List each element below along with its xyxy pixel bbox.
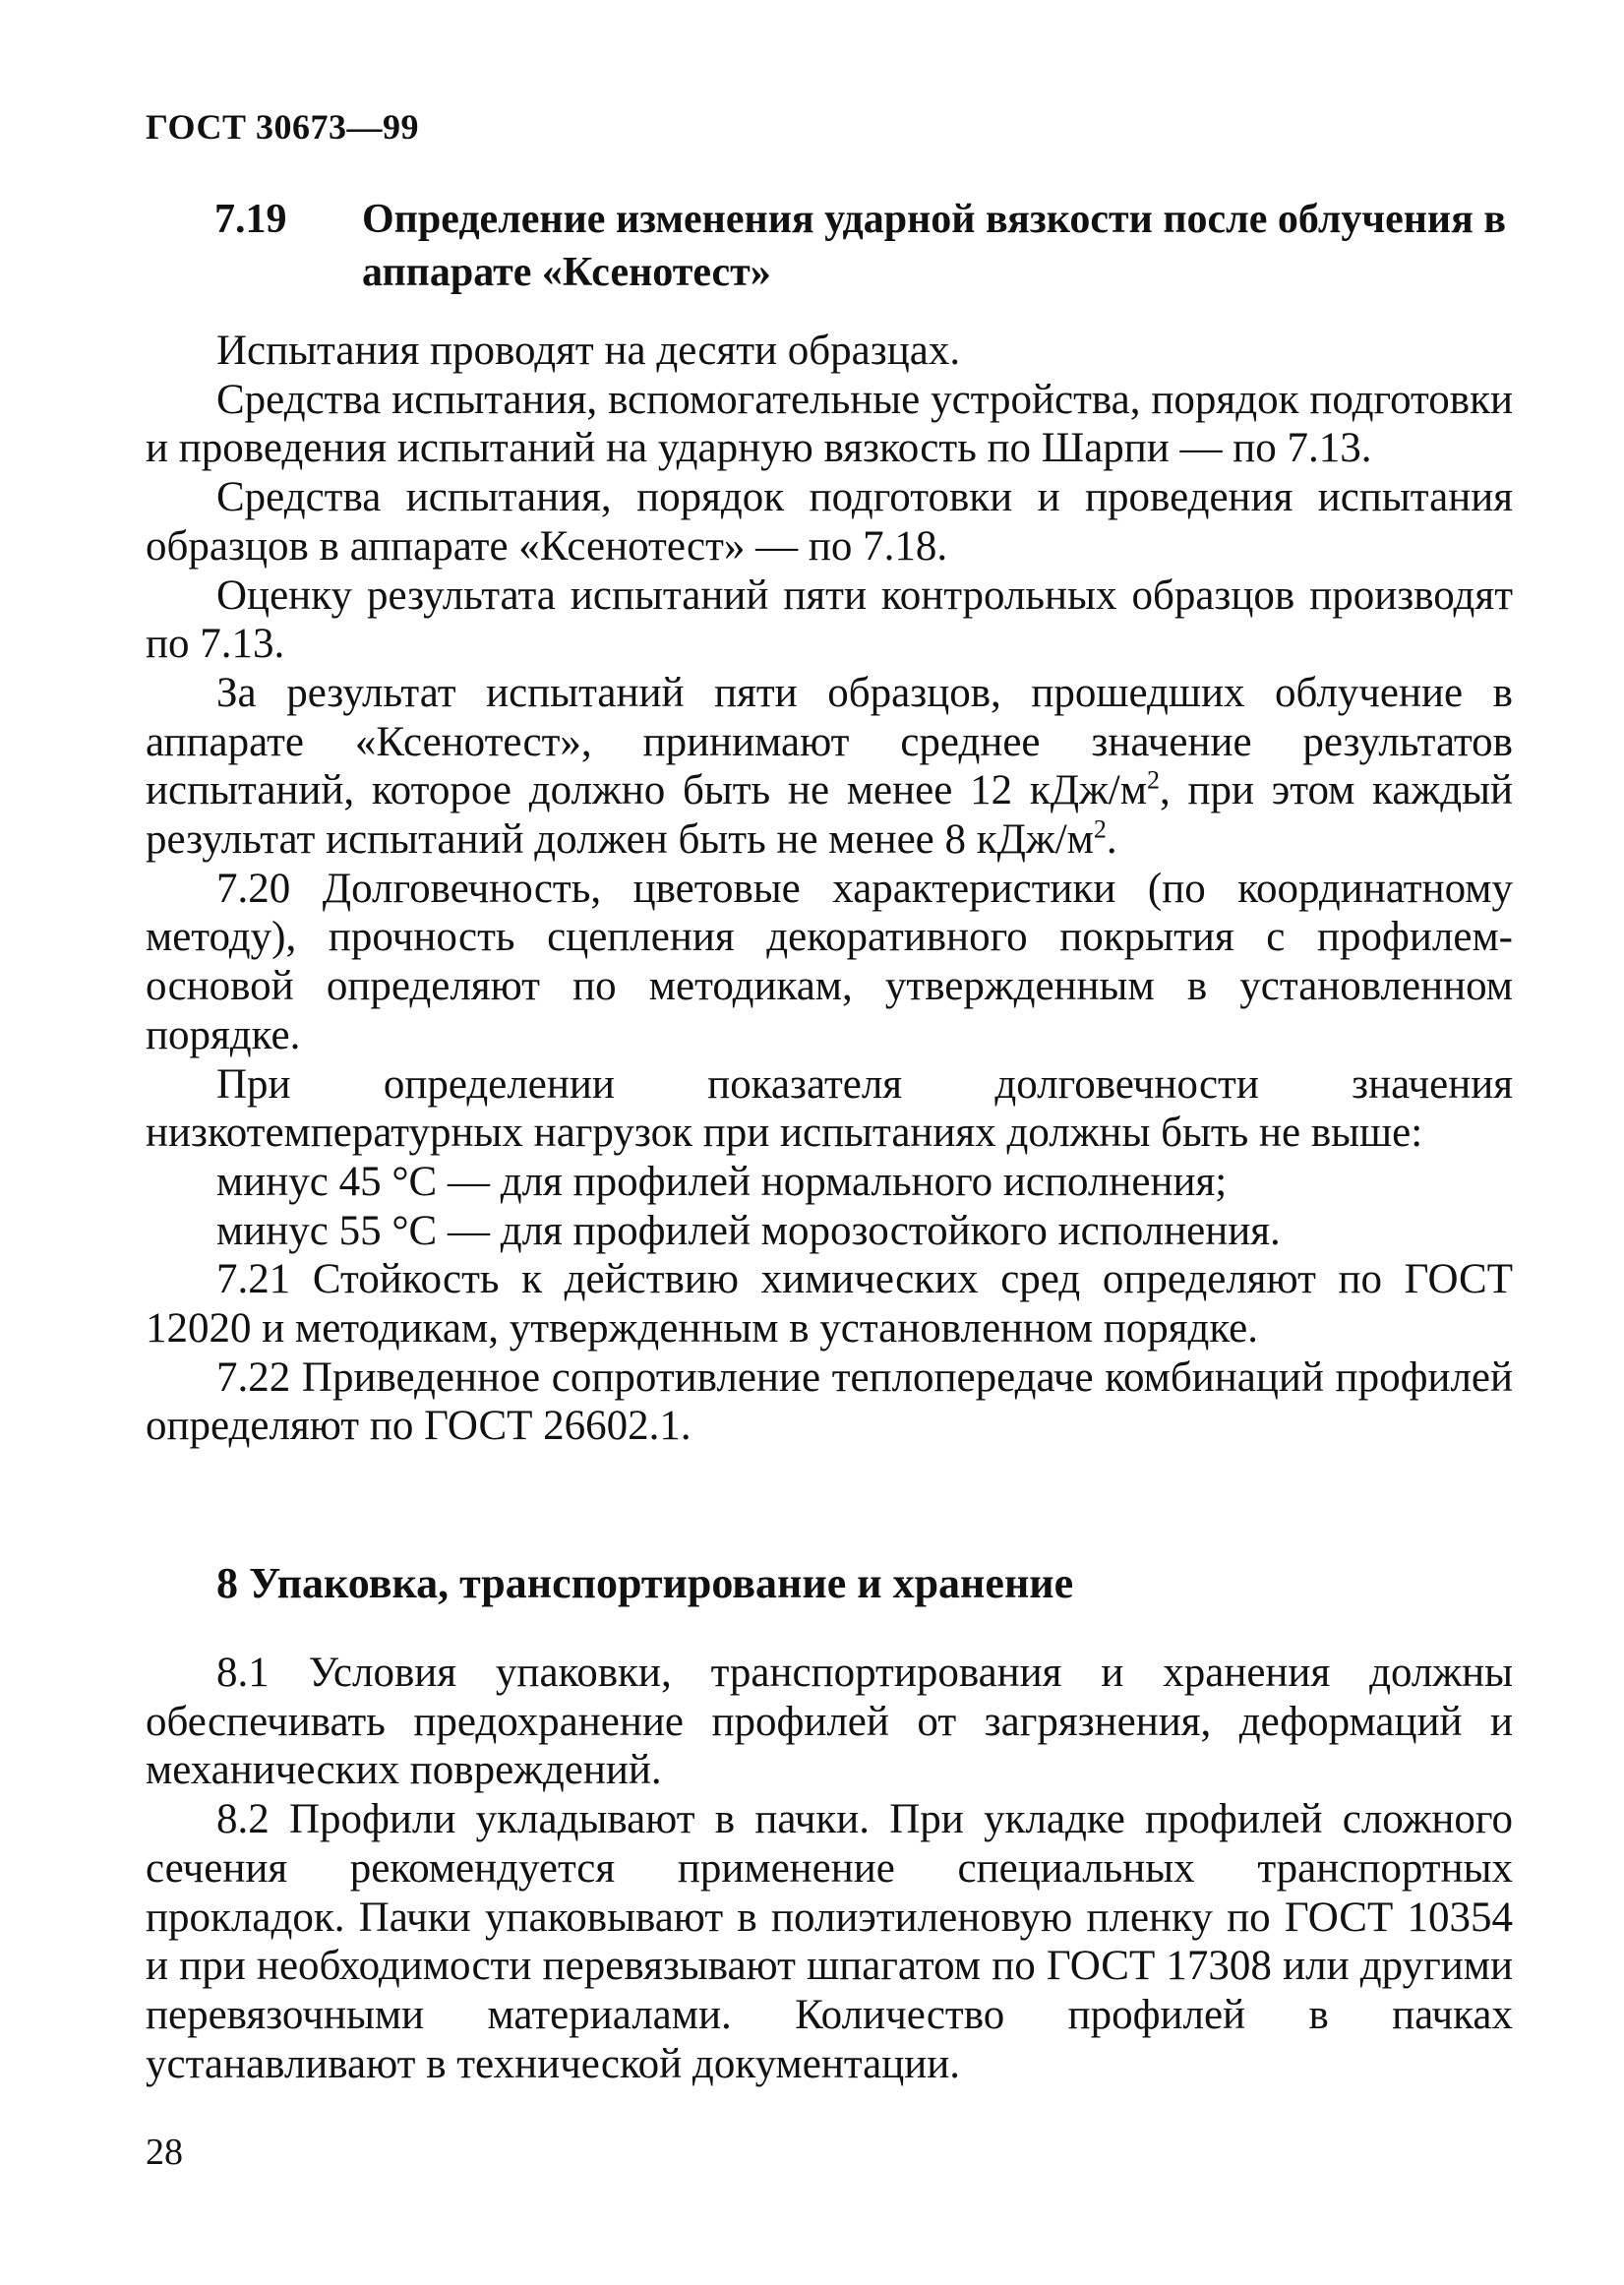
body-section-7-19	[146, 327, 1513, 1451]
running-header-doc-id: ГОСТ 30673—99	[146, 107, 419, 147]
paragraph: Оценку результата испытаний пяти контрольных образцов производят по 7.13.	[146, 571, 1513, 668]
result-text-part1: За результат испытаний пяти образцов, прошедших облучение в аппарате «Ксенотест», принимают среднее значение результатов испытаний, которое должно быть не менее 12 кДж/м	[146, 669, 1513, 814]
result-text-part3: .	[1106, 816, 1117, 864]
paragraph: Средства испытания, порядок подготовки и проведения испытания образцов в аппарате «Ксенотест» — по 7.18.	[146, 474, 1513, 570]
result-text-part2: , при этом каждый результат испытаний должен быть не менее 8 кДж/м	[146, 767, 1513, 864]
section-title: Определение изменения ударной вязкости после облучения в аппарате «Ксенотест»	[362, 197, 1507, 295]
paragraph-list-item: минус 55 °С — для профилей морозостойкого исполнения.	[216, 1207, 1281, 1254]
paragraph-8-2: 8.2 Профили укладывают в пачки. При укладке профилей сложного сечения рекомендуется применение специальных транспортных прокладок. Пачки упаковывают в полиэтиленовую пленку по ГОСТ 10354 и при необходимости перевязывают шпагатом по ГОСТ 17308 или другими перевязочными материалами. Количество профилей в пачках устанавливают в технической документации.	[146, 1796, 1513, 2087]
paragraph-7-20: 7.20 Долговечность, цветовые характеристики (по координатному методу), прочность сцепления декоративного покрытия с профилем-основой определяют по методикам, утвержденным в установленном порядке.	[146, 865, 1513, 1058]
superscript: 2	[1093, 814, 1107, 844]
chapter-heading-8: 8 Упаковка, транспортирование и хранение	[216, 1559, 1074, 1607]
paragraph: Средства испытания, вспомогательные устройства, порядок подготовки и проведения испытаний на ударную вязкость по Шарпи — по 7.13.	[146, 376, 1513, 472]
paragraph-list-item: минус 45 °С — для профилей нормального исполнения;	[216, 1158, 1228, 1205]
paragraph-result-requirement	[146, 669, 1513, 865]
paragraph-7-22: 7.22 Приведенное сопротивление теплопередаче комбинаций профилей определяют по ГОСТ 26602.1.	[146, 1353, 1513, 1450]
section-number: 7.19	[214, 197, 287, 242]
paragraph: При определении показателя долговечности значения низкотемпературных нагрузок при испытаниях должны быть не выше:	[146, 1060, 1513, 1157]
page-number: 28	[146, 2132, 183, 2173]
section-heading-7-19	[214, 193, 1523, 299]
paragraph: Испытания проводят на десяти образцах.	[216, 328, 961, 374]
body-chapter-8	[146, 1649, 1513, 2088]
superscript: 2	[1146, 766, 1160, 795]
paragraph-8-1: 8.1 Условия упаковки, транспортирования и хранения должны обеспечивать предохранение профилей от загрязнения, деформаций и механических повреждений.	[146, 1650, 1513, 1794]
paragraph-7-21: 7.21 Стойкость к действию химических сред определяют по ГОСТ 12020 и методикам, утвержденным в установленном порядке.	[146, 1256, 1513, 1353]
